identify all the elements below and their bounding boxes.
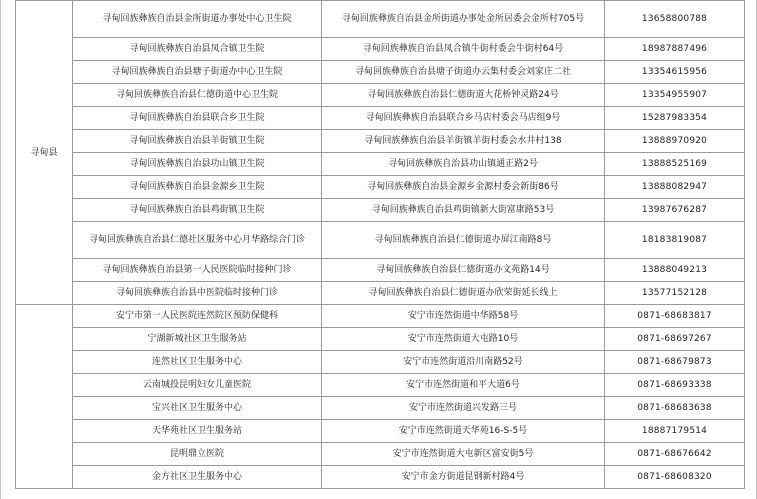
table-row bbox=[16, 107, 745, 130]
site-name-cell: 天华苑社区卫生服务站 bbox=[73, 420, 322, 443]
phone-cell: 18987887496 bbox=[605, 38, 745, 61]
site-name-cell: 寻甸回族彝族自治县塘子街道办中心卫生院 bbox=[73, 61, 322, 84]
site-name-cell: 寻甸回族彝族自治县金所街道办事处中心卫生院 bbox=[73, 1, 322, 38]
table-row bbox=[16, 282, 745, 305]
table-row bbox=[16, 1, 745, 38]
address-cell: 安宁市连然街道中华路58号 bbox=[322, 305, 605, 328]
address-cell: 安宁市连然街道沿川南路52号 bbox=[322, 351, 605, 374]
phone-cell: 0871-68683817 bbox=[605, 305, 745, 328]
site-name-cell: 寻甸回族彝族自治县中医院临时接种门诊 bbox=[73, 282, 322, 305]
county-cell: 寻甸县 bbox=[16, 1, 73, 305]
table-row bbox=[16, 374, 745, 397]
phone-cell: 13987676287 bbox=[605, 199, 745, 222]
phone-cell: 0871-68697267 bbox=[605, 328, 745, 351]
table-row bbox=[16, 84, 745, 107]
phone-cell: 18887179514 bbox=[605, 420, 745, 443]
site-name-cell: 寻甸回族彝族自治县功山镇卫生院 bbox=[73, 153, 322, 176]
phone-cell: 0871-68676642 bbox=[605, 443, 745, 466]
table-row bbox=[16, 328, 745, 351]
address-cell: 寻甸回族彝族自治县仁德街道办文苑路14号 bbox=[322, 259, 605, 282]
address-cell: 安宁市金方街道昆钢新村路4号 bbox=[322, 466, 605, 489]
address-cell: 安宁市连然街道兴发路三号 bbox=[322, 397, 605, 420]
phone-cell: 0871-68683638 bbox=[605, 397, 745, 420]
site-name-cell: 宁湖新城社区卫生服务站 bbox=[73, 328, 322, 351]
phone-cell: 13888082947 bbox=[605, 176, 745, 199]
address-cell: 安宁市连然街道大屯新区富安街5号 bbox=[322, 443, 605, 466]
phone-cell: 0871-68693338 bbox=[605, 374, 745, 397]
site-name-cell: 金方社区卫生服务中心 bbox=[73, 466, 322, 489]
site-name-cell: 连然社区卫生服务中心 bbox=[73, 351, 322, 374]
address-cell: 寻甸回族彝族自治县仁德街道办屏江南路8号 bbox=[322, 222, 605, 259]
address-cell: 寻甸回族彝族自治县金所街道办事处金所居委会金所村705号 bbox=[322, 1, 605, 38]
phone-cell: 15287983354 bbox=[605, 107, 745, 130]
address-cell: 安宁市连然街道大屯路10号 bbox=[322, 328, 605, 351]
site-name-cell: 云南城投昆明妇女儿童医院 bbox=[73, 374, 322, 397]
table-row bbox=[16, 351, 745, 374]
phone-cell: 13888525169 bbox=[605, 153, 745, 176]
table-row bbox=[16, 199, 745, 222]
table-row bbox=[16, 38, 745, 61]
table-row bbox=[16, 61, 745, 84]
address-cell: 安宁市连然街道天华苑16-S-5号 bbox=[322, 420, 605, 443]
table-row bbox=[16, 420, 745, 443]
site-name-cell: 寻甸回族彝族自治县联合乡卫生院 bbox=[73, 107, 322, 130]
site-name-cell: 寻甸回族彝族自治县羊街镇卫生院 bbox=[73, 130, 322, 153]
site-name-cell: 寻甸回族彝族自治县仁德社区服务中心月华路综合门诊 bbox=[73, 222, 322, 259]
address-cell: 寻甸回族彝族自治县联合乡马店村委会马店组9号 bbox=[322, 107, 605, 130]
address-cell: 寻甸回族彝族自治县金源乡金源村委会新街86号 bbox=[322, 176, 605, 199]
county-cell bbox=[16, 305, 73, 489]
table-row bbox=[16, 443, 745, 466]
site-name-cell: 寻甸回族彝族自治县第一人民医院临时接种门诊 bbox=[73, 259, 322, 282]
phone-cell: 18183819087 bbox=[605, 222, 745, 259]
phone-cell: 13888049213 bbox=[605, 259, 745, 282]
address-cell: 寻甸回族彝族自治县塘子街道办云集村委会刘家庄二社 bbox=[322, 61, 605, 84]
address-cell: 寻甸回族彝族自治县功山镇通正路2号 bbox=[322, 153, 605, 176]
phone-cell: 0871-68679873 bbox=[605, 351, 745, 374]
address-cell: 寻甸回族彝族自治县仁德街道大花桥钟灵路24号 bbox=[322, 84, 605, 107]
table-row bbox=[16, 222, 745, 259]
phone-cell: 13354955907 bbox=[605, 84, 745, 107]
address-cell: 寻甸回族彝族自治县仁德街道办欣荣街延长线上 bbox=[322, 282, 605, 305]
phone-cell: 13888970920 bbox=[605, 130, 745, 153]
table-row bbox=[16, 176, 745, 199]
phone-cell: 13658800788 bbox=[605, 1, 745, 38]
phone-cell: 13577152128 bbox=[605, 282, 745, 305]
site-name-cell: 昆明鼎立医院 bbox=[73, 443, 322, 466]
phone-cell: 0871-68608320 bbox=[605, 466, 745, 489]
address-cell: 寻甸回族彝族自治县羊街镇羊街村委会水井村138 bbox=[322, 130, 605, 153]
phone-cell: 13354615956 bbox=[605, 61, 745, 84]
table-row bbox=[16, 466, 745, 489]
table-row bbox=[16, 397, 745, 420]
address-cell: 安宁市连然街道和平大道6号 bbox=[322, 374, 605, 397]
site-name-cell: 寻甸回族彝族自治县凤合镇卫生院 bbox=[73, 38, 322, 61]
address-cell: 寻甸回族彝族自治县鸡街镇新大街富康路53号 bbox=[322, 199, 605, 222]
site-name-cell: 寻甸回族彝族自治县鸡街镇卫生院 bbox=[73, 199, 322, 222]
table-row bbox=[16, 153, 745, 176]
site-name-cell: 宝兴社区卫生服务中心 bbox=[73, 397, 322, 420]
vaccination-sites-table bbox=[15, 0, 745, 489]
site-name-cell: 安宁市第一人民医院连然院区预防保健科 bbox=[73, 305, 322, 328]
table-row bbox=[16, 305, 745, 328]
address-cell: 寻甸回族彝族自治县凤合镇牛街村委会牛街村64号 bbox=[322, 38, 605, 61]
table-row bbox=[16, 259, 745, 282]
site-name-cell: 寻甸回族彝族自治县仁德街道中心卫生院 bbox=[73, 84, 322, 107]
site-name-cell: 寻甸回族彝族自治县金源乡卫生院 bbox=[73, 176, 322, 199]
table-row bbox=[16, 130, 745, 153]
